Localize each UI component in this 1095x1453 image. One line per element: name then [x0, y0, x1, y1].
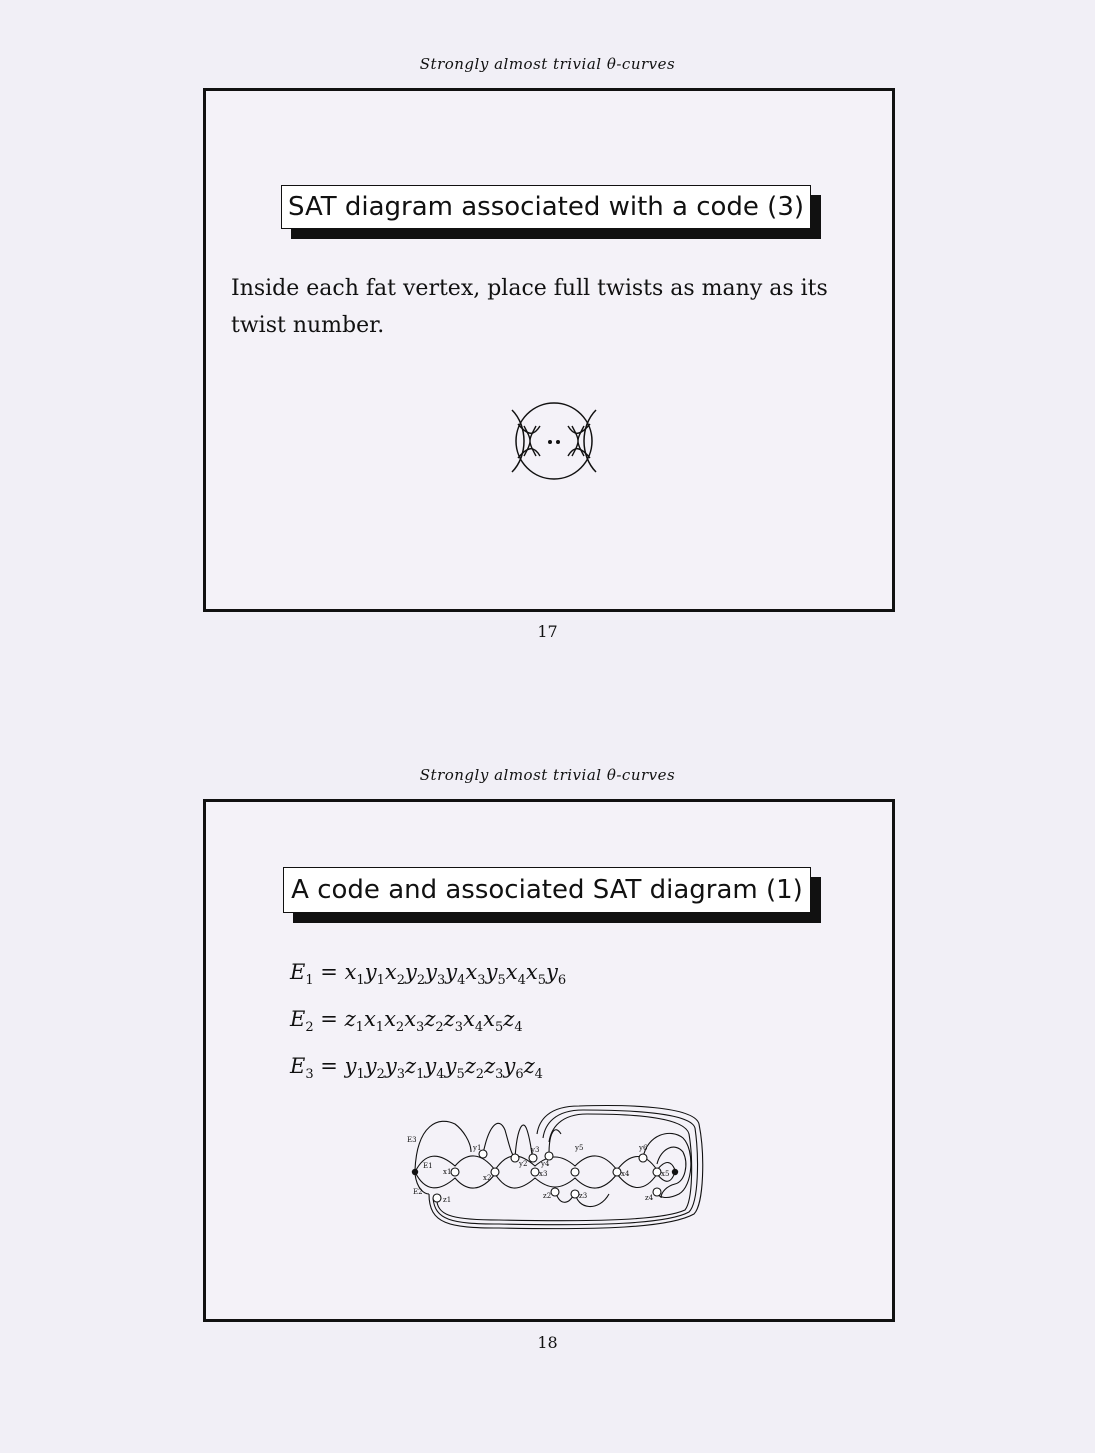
equation-term: y: [364, 1054, 377, 1078]
equation-term: x: [505, 960, 518, 984]
equation-term: z: [484, 1054, 496, 1078]
equation-term: z: [443, 1007, 455, 1031]
label-x1: x1: [443, 1168, 452, 1176]
equation-term-subscript: 3: [495, 1067, 504, 1083]
equation-term-subscript: 2: [475, 1067, 485, 1083]
equation-term-subscript: 2: [435, 1020, 444, 1036]
equation-term-subscript: 3: [454, 1020, 464, 1036]
page-number-17: 17: [537, 622, 558, 641]
slide-18-title: A code and associated SAT diagram (1): [283, 867, 811, 913]
equation-term: z: [344, 1007, 356, 1031]
equation-term-subscript: 4: [457, 973, 466, 989]
equation-term: y: [545, 960, 558, 984]
label-x2: x2: [483, 1174, 492, 1182]
equation-term: y: [445, 960, 458, 984]
equation-term: x: [363, 1007, 376, 1031]
label-E1: E1: [423, 1162, 433, 1170]
equation-term: z: [464, 1054, 476, 1078]
equation-term-subscript: 4: [517, 973, 526, 989]
equation-term: x: [404, 1007, 417, 1031]
equation-term-subscript: 3: [396, 1067, 406, 1083]
running-head-18: Strongly almost trivial θ-curves: [419, 766, 676, 784]
equation-term: y: [444, 1054, 457, 1078]
label-x3: x3: [539, 1170, 548, 1178]
label-y5: y5: [575, 1144, 584, 1152]
label-y2: y2: [519, 1160, 528, 1168]
equation-term-subscript: 6: [557, 973, 567, 989]
equation-term-subscript: 1: [356, 973, 365, 989]
equation-term-subscript: 6: [515, 1067, 524, 1083]
label-z3: z3: [579, 1192, 588, 1200]
equation-term-subscript: 2: [376, 1067, 385, 1083]
label-x5: x5: [661, 1170, 670, 1178]
equation-term: x: [465, 960, 478, 984]
equation-term: y: [364, 960, 377, 984]
equation-term-subscript: 3: [416, 1020, 425, 1036]
equation-term-subscript: 2: [396, 973, 405, 989]
equation-term-subscript: 2: [416, 973, 426, 989]
label-E3: E3: [407, 1136, 417, 1144]
label-z1: z1: [443, 1196, 452, 1204]
equation-term: y: [485, 960, 498, 984]
equation-rhs: [344, 1054, 543, 1083]
equation-term-subscript: 1: [355, 1020, 364, 1036]
equation-rhs: [344, 960, 567, 989]
equation-term: x: [384, 960, 397, 984]
equation-term-subscript: 5: [456, 1067, 465, 1083]
equation-term-subscript: 4: [534, 1067, 543, 1083]
label-y6: y6: [639, 1144, 648, 1152]
equation-term: x: [483, 1007, 495, 1031]
equation-term-subscript: 3: [437, 973, 446, 989]
equation-term: y: [503, 1054, 516, 1078]
equation-term-subscript: 1: [356, 1067, 365, 1083]
label-y3: y3: [531, 1146, 540, 1154]
label-x4: x4: [621, 1170, 630, 1178]
equation-term: z: [405, 1054, 417, 1078]
equation-term: y: [404, 960, 417, 984]
equation-term: y: [344, 1054, 357, 1078]
equation-term-subscript: 3: [477, 973, 486, 989]
equation-term: z: [503, 1007, 515, 1031]
running-head-17: Strongly almost trivial θ-curves: [419, 55, 676, 73]
page-number-18: 18: [537, 1333, 558, 1352]
equation-term: y: [384, 1054, 397, 1078]
label-y4: y4: [541, 1160, 550, 1168]
equation-term: z: [424, 1007, 436, 1031]
equation-term-subscript: 2: [395, 1020, 405, 1036]
fat-vertex-twist-figure: [504, 396, 604, 486]
equation-term-subscript: 1: [376, 973, 385, 989]
slide-17-title: SAT diagram associated with a code (3): [281, 185, 811, 229]
equation-term-subscript: 5: [495, 1020, 504, 1036]
equation-term: x: [463, 1007, 475, 1031]
equation-term: y: [424, 1054, 437, 1078]
equation-term: y: [425, 960, 438, 984]
equation-term: x: [384, 1007, 396, 1031]
equation-e3: $E_3 = y_1y_2y_3z_1y_4y_5z_2z_3y_6z_4$: [290, 1054, 543, 1083]
equation-rhs: [344, 1007, 523, 1036]
equation-e1: $E_1 = x_1y_1x_2y_2y_3y_4x_3y_5x_4x_5y_6$: [290, 960, 567, 989]
sat-diagram: [399, 1094, 719, 1244]
slide-18: [203, 799, 895, 1322]
equation-term-subscript: 4: [436, 1067, 445, 1083]
label-z2: z2: [543, 1192, 552, 1200]
equation-term-subscript: 4: [474, 1020, 484, 1036]
equation-term-subscript: 1: [375, 1020, 385, 1036]
slide-17-body: Inside each fat vertex, place full twists as many as its twist number.: [231, 276, 828, 338]
equation-term: x: [344, 960, 357, 984]
label-z4: z4: [645, 1194, 654, 1202]
label-E2: E2: [413, 1188, 423, 1196]
equation-term: z: [523, 1054, 535, 1078]
equation-term-subscript: 5: [497, 973, 506, 989]
equation-term: x: [525, 960, 538, 984]
equation-term-subscript: 5: [537, 973, 546, 989]
label-y1: y1: [473, 1144, 482, 1152]
slide-17: [203, 88, 895, 612]
equation-term-subscript: 1: [416, 1067, 425, 1083]
equation-term-subscript: 4: [514, 1020, 523, 1036]
equation-e2: $E_2 = z_1x_1x_2x_3z_2z_3x_4x_5z_4$: [290, 1007, 523, 1036]
